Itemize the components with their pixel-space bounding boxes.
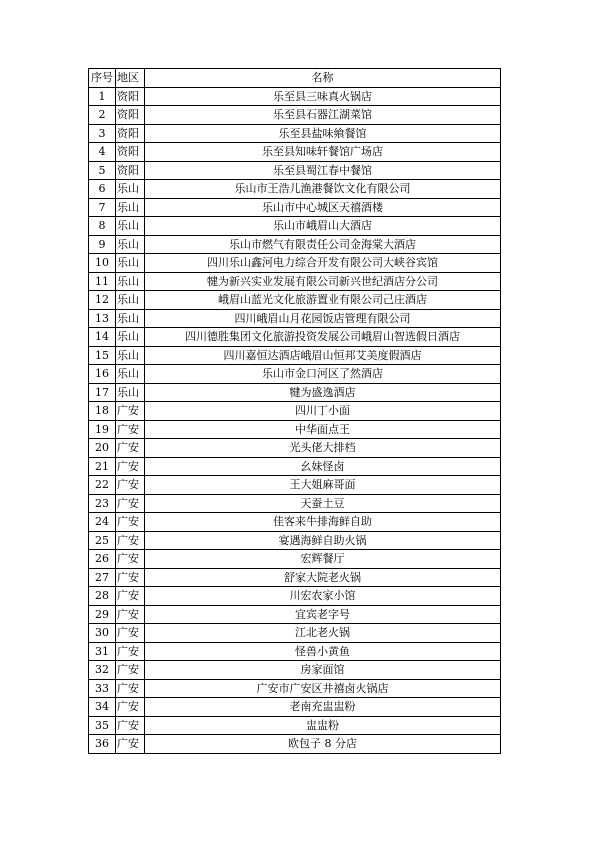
row-region: 乐山	[116, 254, 145, 273]
row-region: 广安	[116, 513, 145, 532]
row-seq: 14	[89, 328, 116, 347]
row-name: 天蚕土豆	[145, 494, 501, 513]
row-name: 乐山市峨眉山大酒店	[145, 217, 501, 236]
table-row	[89, 328, 501, 347]
row-name: 四川丁小面	[145, 402, 501, 421]
row-name: 乐山市王浩儿渔港餐饮文化有限公司	[145, 180, 501, 199]
row-name: 乐山市金口河区了然酒店	[145, 365, 501, 384]
row-name: 房家面馆	[145, 661, 501, 680]
row-region: 广安	[116, 587, 145, 606]
row-region: 广安	[116, 439, 145, 458]
row-region: 乐山	[116, 383, 145, 402]
row-region: 广安	[116, 402, 145, 421]
row-seq: 13	[89, 309, 116, 328]
table-row	[89, 439, 501, 458]
row-seq: 15	[89, 346, 116, 365]
row-region: 资阳	[116, 106, 145, 125]
row-name: 怪兽小黄鱼	[145, 642, 501, 661]
row-seq: 8	[89, 217, 116, 236]
row-seq: 11	[89, 272, 116, 291]
row-name: 欧包子 8 分店	[145, 735, 501, 754]
table-row	[89, 550, 501, 569]
table-body	[89, 87, 501, 753]
row-seq: 18	[89, 402, 116, 421]
row-name: 江北老火锅	[145, 624, 501, 643]
table-row	[89, 402, 501, 421]
row-region: 广安	[116, 661, 145, 680]
row-region: 广安	[116, 642, 145, 661]
row-seq: 21	[89, 457, 116, 476]
row-seq: 6	[89, 180, 116, 199]
row-seq: 7	[89, 198, 116, 217]
row-name: 乐山市燃气有限责任公司金海棠大酒店	[145, 235, 501, 254]
row-region: 广安	[116, 457, 145, 476]
row-seq: 25	[89, 531, 116, 550]
row-seq: 36	[89, 735, 116, 754]
table-row	[89, 457, 501, 476]
table-row	[89, 642, 501, 661]
row-name: 乐至县三味真火锅店	[145, 87, 501, 106]
table-row	[89, 420, 501, 439]
table-row	[89, 309, 501, 328]
row-region: 资阳	[116, 161, 145, 180]
row-seq: 23	[89, 494, 116, 513]
row-name: 宴遇海鲜自助火锅	[145, 531, 501, 550]
row-region: 乐山	[116, 272, 145, 291]
row-name: 老南充盅盅粉	[145, 698, 501, 717]
row-seq: 28	[89, 587, 116, 606]
row-seq: 9	[89, 235, 116, 254]
row-region: 乐山	[116, 365, 145, 384]
row-seq: 16	[89, 365, 116, 384]
row-seq: 24	[89, 513, 116, 532]
row-name: 中华面点王	[145, 420, 501, 439]
table-row	[89, 198, 501, 217]
row-region: 广安	[116, 531, 145, 550]
header-row	[89, 69, 501, 88]
table-row	[89, 346, 501, 365]
row-seq: 22	[89, 476, 116, 495]
row-seq: 27	[89, 568, 116, 587]
row-name: 乐至县蜀江春中餐馆	[145, 161, 501, 180]
restaurant-list-table	[88, 68, 501, 754]
table-row	[89, 87, 501, 106]
row-seq: 2	[89, 106, 116, 125]
row-name: 四川乐山鑫河电力综合开发有限公司大峡谷宾馆	[145, 254, 501, 273]
row-seq: 5	[89, 161, 116, 180]
table-row	[89, 272, 501, 291]
row-name: 犍为盛逸酒店	[145, 383, 501, 402]
table-row	[89, 180, 501, 199]
header-seq: 序号	[89, 69, 116, 88]
row-region: 广安	[116, 716, 145, 735]
row-region: 资阳	[116, 143, 145, 162]
row-name: 四川德胜集团文化旅游投资发展公司峨眉山智选假日酒店	[145, 328, 501, 347]
row-name: 峨眉山蓝光文化旅游置业有限公司己庄酒店	[145, 291, 501, 310]
row-region: 广安	[116, 550, 145, 569]
row-seq: 19	[89, 420, 116, 439]
row-name: 光头佬大排档	[145, 439, 501, 458]
table-row	[89, 605, 501, 624]
row-seq: 31	[89, 642, 116, 661]
row-region: 乐山	[116, 180, 145, 199]
table-row	[89, 383, 501, 402]
row-region: 资阳	[116, 87, 145, 106]
table-row	[89, 531, 501, 550]
row-name: 广安市广安区井禧卤火锅店	[145, 679, 501, 698]
row-name: 犍为新兴实业发展有限公司新兴世纪酒店分公司	[145, 272, 501, 291]
table-row	[89, 476, 501, 495]
row-region: 广安	[116, 679, 145, 698]
table-row	[89, 235, 501, 254]
row-name: 舒家大院老火锅	[145, 568, 501, 587]
row-seq: 3	[89, 124, 116, 143]
row-name: 佳客来牛排海鲜自助	[145, 513, 501, 532]
row-region: 广安	[116, 735, 145, 754]
row-seq: 1	[89, 87, 116, 106]
row-seq: 35	[89, 716, 116, 735]
row-region: 乐山	[116, 198, 145, 217]
table-row	[89, 143, 501, 162]
table-row	[89, 217, 501, 236]
row-seq: 32	[89, 661, 116, 680]
row-region: 广安	[116, 698, 145, 717]
row-region: 广安	[116, 568, 145, 587]
row-name: 四川嘉恒达酒店峨眉山恒邦艾美度假酒店	[145, 346, 501, 365]
row-seq: 20	[89, 439, 116, 458]
table-row	[89, 365, 501, 384]
row-name: 乐至县知味轩餐馆广场店	[145, 143, 501, 162]
row-name: 川宏农家小馆	[145, 587, 501, 606]
table-row	[89, 494, 501, 513]
row-region: 广安	[116, 494, 145, 513]
row-region: 广安	[116, 605, 145, 624]
row-region: 乐山	[116, 217, 145, 236]
row-seq: 30	[89, 624, 116, 643]
row-name: 盅盅粉	[145, 716, 501, 735]
row-seq: 34	[89, 698, 116, 717]
row-region: 乐山	[116, 328, 145, 347]
table-row	[89, 161, 501, 180]
table-row	[89, 254, 501, 273]
row-name: 宏辉餐厅	[145, 550, 501, 569]
row-region: 乐山	[116, 291, 145, 310]
row-region: 广安	[116, 624, 145, 643]
header-name: 名称	[145, 69, 501, 88]
row-region: 广安	[116, 420, 145, 439]
table-row	[89, 106, 501, 125]
table-row	[89, 716, 501, 735]
row-seq: 12	[89, 291, 116, 310]
row-name: 乐至县盐味飨餐馆	[145, 124, 501, 143]
table-row	[89, 698, 501, 717]
row-region: 广安	[116, 476, 145, 495]
row-region: 资阳	[116, 124, 145, 143]
table-row	[89, 568, 501, 587]
row-seq: 33	[89, 679, 116, 698]
row-name: 乐山市中心城区天禧酒楼	[145, 198, 501, 217]
table-row	[89, 679, 501, 698]
header-region: 地区	[116, 69, 145, 88]
row-name: 四川峨眉山月花园饭店管理有限公司	[145, 309, 501, 328]
row-seq: 29	[89, 605, 116, 624]
table-row	[89, 124, 501, 143]
row-name: 幺妹怪卤	[145, 457, 501, 476]
table-row	[89, 735, 501, 754]
table-row	[89, 513, 501, 532]
table-row	[89, 587, 501, 606]
row-seq: 4	[89, 143, 116, 162]
row-name: 宜宾老字号	[145, 605, 501, 624]
row-region: 乐山	[116, 235, 145, 254]
row-seq: 17	[89, 383, 116, 402]
row-seq: 26	[89, 550, 116, 569]
row-region: 乐山	[116, 309, 145, 328]
table-row	[89, 624, 501, 643]
table-row	[89, 661, 501, 680]
row-region: 乐山	[116, 346, 145, 365]
row-name: 王大姐麻哥面	[145, 476, 501, 495]
table-row	[89, 291, 501, 310]
row-name: 乐至县石器江湖菜馆	[145, 106, 501, 125]
row-seq: 10	[89, 254, 116, 273]
